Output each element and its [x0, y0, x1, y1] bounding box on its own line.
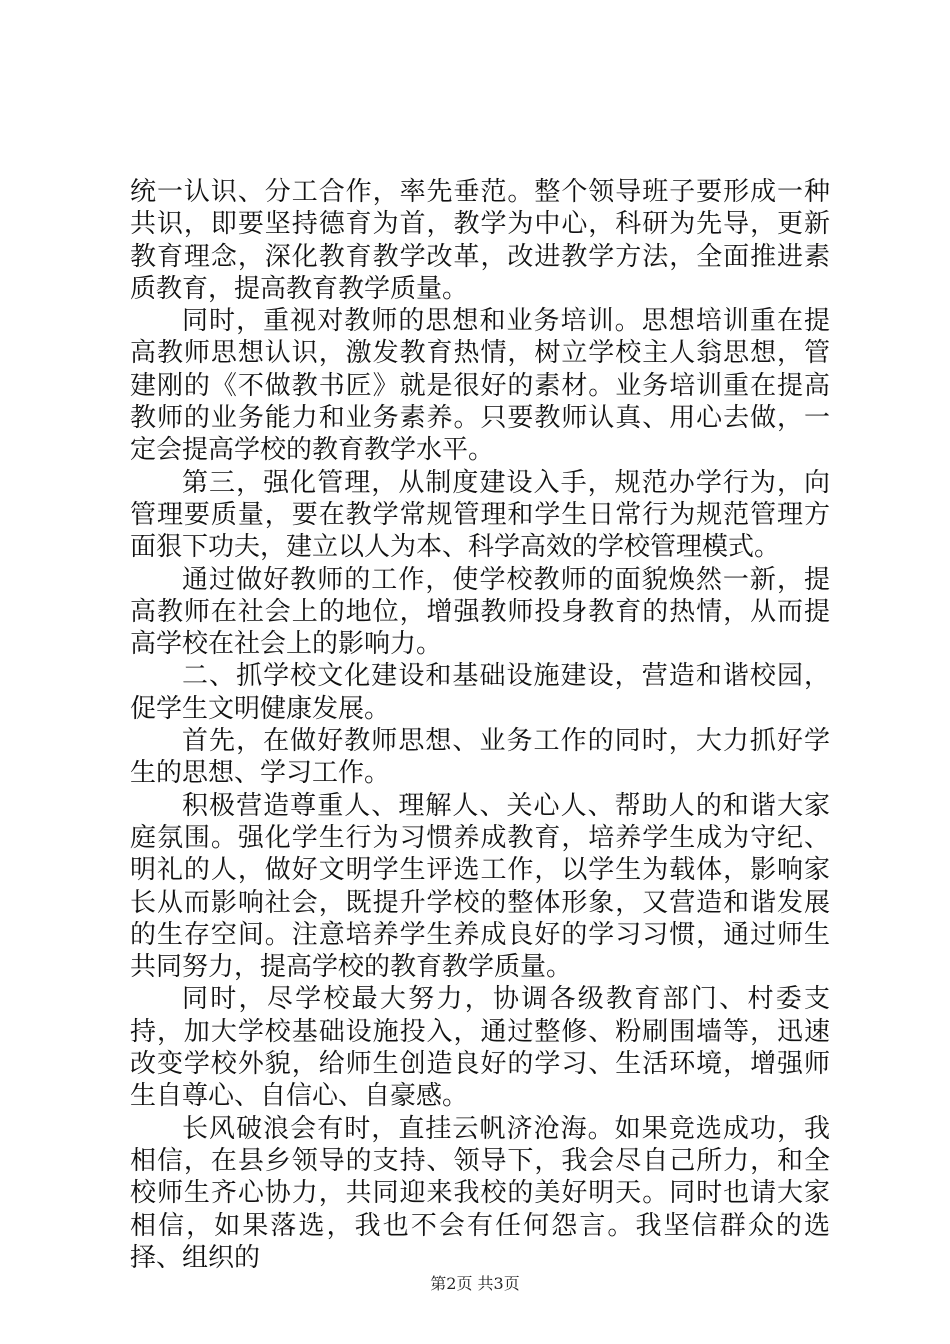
page-number-label: 第2页 共3页	[430, 1274, 520, 1293]
document-body	[130, 176, 830, 1274]
paragraph-4: 通过做好教师的工作，使学校教师的面貌焕然一新，提高教师在社会上的地位，增强教师投身教育的热情，从而提高学校在社会上的影响力。	[130, 564, 830, 660]
paragraph-6: 首先，在做好教师思想、业务工作的同时，大力抓好学生的思想、学习工作。	[130, 726, 830, 789]
paragraph-3: 第三，强化管理，从制度建设入手，规范办学行为，向管理要质量，要在教学常规管理和学生日常行为规范管理方面狠下功夫，建立以人为本、科学高效的学校管理模式。	[130, 467, 830, 563]
paragraph-1: 统一认识、分工合作，率先垂范。整个领导班子要形成一种共识，即要坚持德育为首，教学为中心，科研为先导，更新教育理念，深化教育教学改革，改进教学方法，全面推进素质教育，提高教育教学质量。	[130, 177, 830, 304]
paragraph-9: 长风破浪会有时，直挂云帆济沧海。如果竞选成功，我相信，在县乡领导的支持、领导下，我会尽自己所力，和全校师生齐心协力，共同迎来我校的美好明天。同时也请大家相信，如果落选，我也不会有任何怨言。我坚信群众的选择、组织的	[130, 1113, 830, 1273]
paragraph-5: 二、抓学校文化建设和基础设施建设，营造和谐校园，促学生文明健康发展。	[130, 661, 830, 724]
paragraph-7: 积极营造尊重人、理解人、关心人、帮助人的和谐大家庭氛围。强化学生行为习惯养成教育，培养学生成为守纪、明礼的人，做好文明学生评选工作，以学生为载体，影响家长从而影响社会，既提升学校的整体形象，又营造和谐发展的生存空间。注意培养学生养成良好的学习习惯，通过师生共同努力，提高学校的教育教学质量。	[130, 790, 830, 983]
paragraph-8: 同时，尽学校最大努力，协调各级教育部门、村委支持，加大学校基础设施投入，通过整修、粉刷围墙等，迅速改变学校外貌，给师生创造良好的学习、生活环境，增强师生自尊心、自信心、自豪感。	[130, 984, 830, 1112]
paragraph-2: 同时，重视对教师的思想和业务培训。思想培训重在提高教师思想认识，激发教育热情，树立学校主人翁思想，管建刚的《不做教书匠》就是很好的素材。业务培训重在提高教师的业务能力和业务素养。只要教师认真、用心去做，一定会提高学校的教育教学水平。	[130, 306, 830, 466]
page-footer	[0, 1274, 950, 1294]
